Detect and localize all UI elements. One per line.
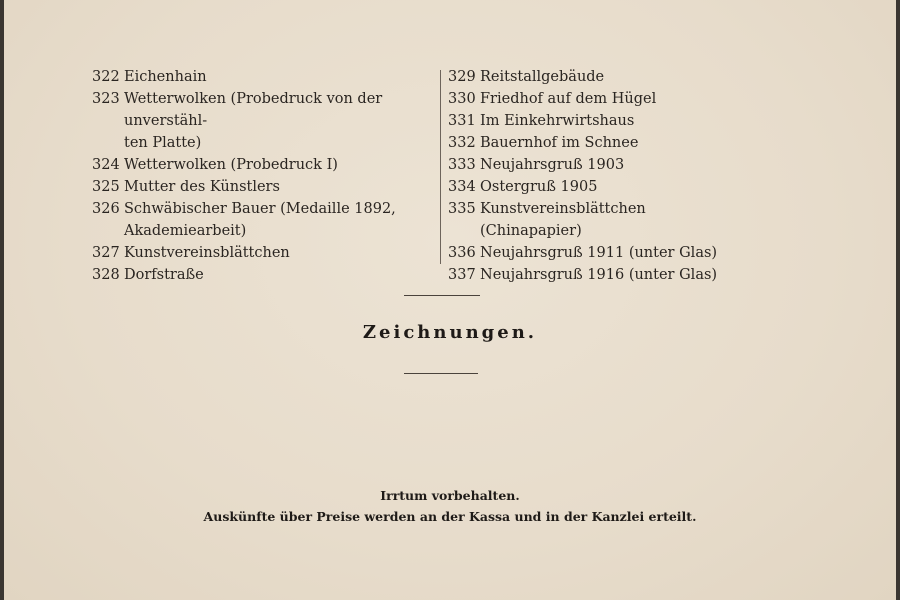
catalog-entry	[448, 198, 748, 242]
entry-number: 322	[92, 69, 120, 85]
entry-title: Dorfstraße	[124, 267, 204, 283]
entry-title: Neujahrsgruß 1911 (unter Glas)	[480, 245, 718, 261]
entry-number	[92, 220, 124, 242]
entry-title: Neujahrsgruß 1916 (unter Glas)	[480, 267, 718, 283]
entry-number: 332	[448, 135, 476, 151]
catalog-entry	[448, 154, 748, 176]
section-rule-top	[404, 295, 480, 296]
catalog-entry	[92, 176, 432, 198]
entry-number: 336	[448, 245, 476, 261]
catalog-entry	[448, 176, 748, 198]
entry-number: 327	[92, 245, 120, 261]
entry-title: Kunstvereinsblättchen	[124, 245, 290, 261]
entry-number: 335	[448, 201, 476, 217]
entry-title: Ostergruß 1905	[480, 179, 598, 195]
section-rule-bottom	[404, 373, 478, 374]
entry-number: 334	[448, 179, 476, 195]
entry-number: 328	[92, 267, 120, 283]
footer-disclaimer: Irrtum vorbehalten.	[380, 488, 520, 503]
entry-title: Mutter des Künstlers	[124, 179, 280, 195]
entry-number: 324	[92, 157, 120, 173]
column-divider	[440, 70, 441, 264]
catalog-entry	[92, 264, 432, 286]
entry-number	[92, 132, 124, 154]
catalog-entry-continuation	[92, 220, 432, 242]
entry-number: 329	[448, 69, 476, 85]
entry-number: 326	[92, 201, 120, 217]
footer-price-info: Auskünfte über Preise werden an der Kassa und in der Kanzlei erteilt.	[203, 509, 697, 524]
catalog-entry-continuation	[92, 132, 432, 154]
entry-number: 330	[448, 91, 476, 107]
entry-title: Wetterwolken (Probedruck I)	[124, 157, 338, 173]
catalog-entry	[448, 66, 748, 88]
entry-title: Bauernhof im Schnee	[480, 135, 639, 151]
catalog-entry	[92, 198, 432, 220]
entry-title: ten Platte)	[124, 135, 202, 151]
entry-title: Kunstvereinsblättchen (Chinapapier)	[480, 201, 646, 239]
entry-title: Neujahrsgruß 1903	[480, 157, 625, 173]
catalog-entry	[448, 110, 748, 132]
entry-title: Eichenhain	[124, 69, 207, 85]
entry-title: Reitstallgebäude	[480, 69, 605, 85]
entry-number: 331	[448, 113, 476, 129]
entry-number: 337	[448, 267, 476, 283]
entry-number: 333	[448, 157, 476, 173]
entry-title: Akademiearbeit)	[124, 223, 247, 239]
entry-number: 325	[92, 179, 120, 195]
catalog-entry	[92, 154, 432, 176]
entry-title: Schwäbischer Bauer (Medaille 1892,	[124, 201, 396, 217]
catalog-entry	[448, 242, 748, 264]
catalog-right-column	[448, 66, 748, 286]
entry-title: Friedhof auf dem Hügel	[480, 91, 657, 107]
catalog-entry	[448, 88, 748, 110]
entry-title: Wetterwolken (Probedruck von der unverstähl-	[124, 91, 383, 129]
catalog-entry	[92, 66, 432, 88]
catalog-entry	[448, 132, 748, 154]
entry-number: 323	[92, 91, 120, 107]
entry-title: Im Einkehrwirtshaus	[480, 113, 635, 129]
catalog-page	[4, 0, 896, 600]
catalog-entry	[448, 264, 748, 286]
catalog-entry	[92, 88, 432, 132]
catalog-left-column	[92, 66, 432, 286]
section-heading: Zeichnungen.	[362, 322, 538, 343]
catalog-entry	[92, 242, 432, 264]
